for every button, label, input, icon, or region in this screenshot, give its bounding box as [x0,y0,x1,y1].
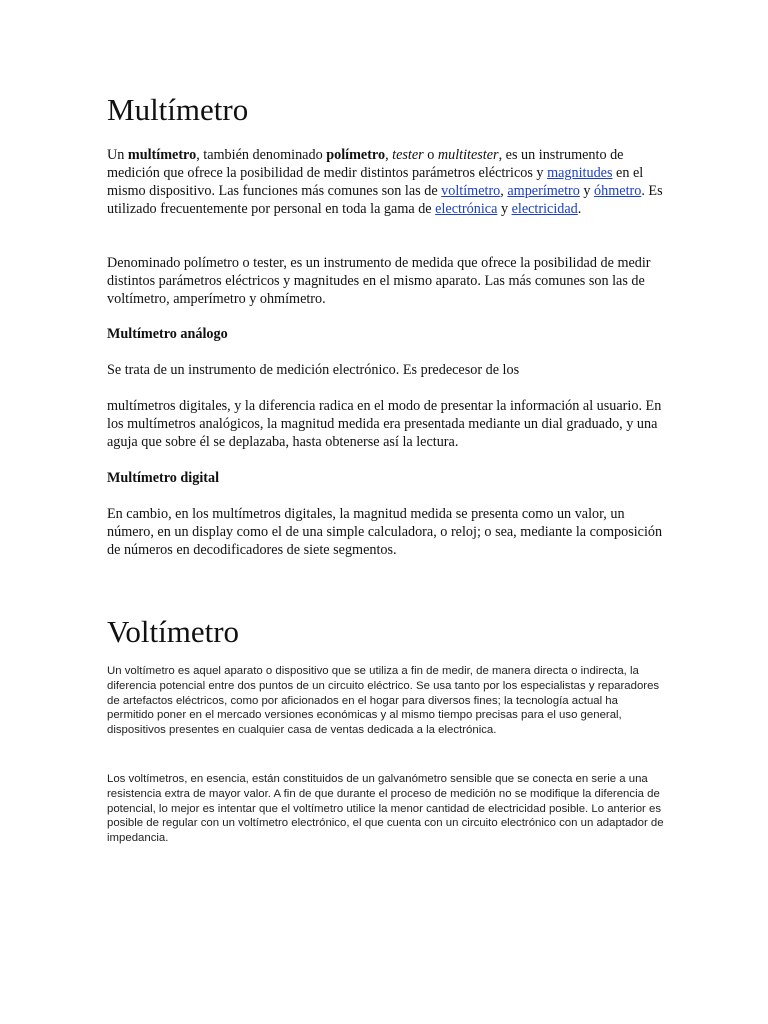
subheading-digital: Multímetro digital [107,470,220,486]
intro-text: , es un instrumento de medición que ofrece la posibilidad de medir distintos parámetros eléctricos y [107,147,624,181]
link-magnitudes[interactable]: magnitudes [547,165,613,181]
multimetro-intro-paragraph [107,146,667,218]
intro-italic-multitester: multitester [437,147,499,163]
intro-text: y [497,201,512,217]
intro-italic-tester: tester [392,147,424,163]
intro-bold-multimetro: multímetro [127,147,197,163]
intro-text: , [500,183,508,199]
analogo-paragraph-1: Se trata de un instrumento de medición electrónico. Es predecesor de los [107,362,520,378]
subheading-analogo: Multímetro análogo [107,326,228,342]
intro-text: y [579,183,595,199]
multimetro-title: Multímetro [107,92,249,127]
digital-paragraph: En cambio, en los multímetros digitales, la magnitud medida se presenta como un valor, un número, en un display como el de una simple calculadora, o reloj; o sea, mediante la composición de números en decodificadores de siete segmentos. [107,506,663,558]
intro-bold-polimetro: polímetro [326,147,386,163]
link-amperimetro[interactable]: amperímetro [507,183,580,199]
intro-text: en el mismo dispositivo. Las funciones más comunes son las de [107,165,644,199]
multimetro-paragraph-2: Denominado polímetro o tester, es un instrumento de medida que ofrece la posibilidad de medir distintos parámetros eléctricos y magnitudes en el mismo aparato. Las más comunes son las de voltímetro, amperímetro y ohmímetro. [107,255,651,307]
intro-text: . Es utilizado frecuentemente por personal en toda la gama de [107,183,663,217]
voltimetro-paragraph-1: Un voltímetro es aquel aparato o dispositivo que se utiliza a fin de medir, de manera directa o indirecta, la diferencia potencial entre dos puntos de un circuito eléctrico. Se usa tanto por los especialistas y reparadores de artefactos eléctricos, como por aficionados en el hogar para diversos fines; la tecnología actual ha permitido poner en el mercado versiones económicas y al mismo tiempo precisas para el uso general, dispositivos presentes en cualquier casa de ventas dedicada a la electrónica. [107,665,660,737]
intro-text: , [385,147,393,163]
link-voltimetro[interactable]: voltímetro [441,183,501,199]
intro-text: o [423,147,438,163]
link-electronica[interactable]: electrónica [435,201,498,217]
intro-text: Un [107,147,128,163]
link-ohmetro[interactable]: óhmetro [594,183,642,199]
intro-text: . [577,201,582,217]
intro-text: , también denominado [196,147,327,163]
analogo-paragraph-2: multímetros digitales, y la diferencia radica en el modo de presentar la información al usuario. En los multímetros analógicos, la magnitud medida era presentada mediante un dial graduado, y una aguja que sobre él se deplazaba, hasta obtenerse así la lectura. [107,398,662,450]
link-electricidad[interactable]: electricidad [511,201,578,217]
voltimetro-paragraph-2: Los voltímetros, en esencia, están constituidos de un galvanómetro sensible que se conecta en serie a una resistencia extra de mayor valor. A fin de que durante el proceso de medición no se modifique la diferencia de potencial, lo mejor es intentar que el voltímetro utilice la menor cantidad de electricidad posible. Lo anterior es posible de regular con un voltímetro electrónico, el que cuenta con un circuito electrónico con un adaptador de impedancia. [107,773,664,845]
voltimetro-title: Voltímetro [107,614,240,649]
